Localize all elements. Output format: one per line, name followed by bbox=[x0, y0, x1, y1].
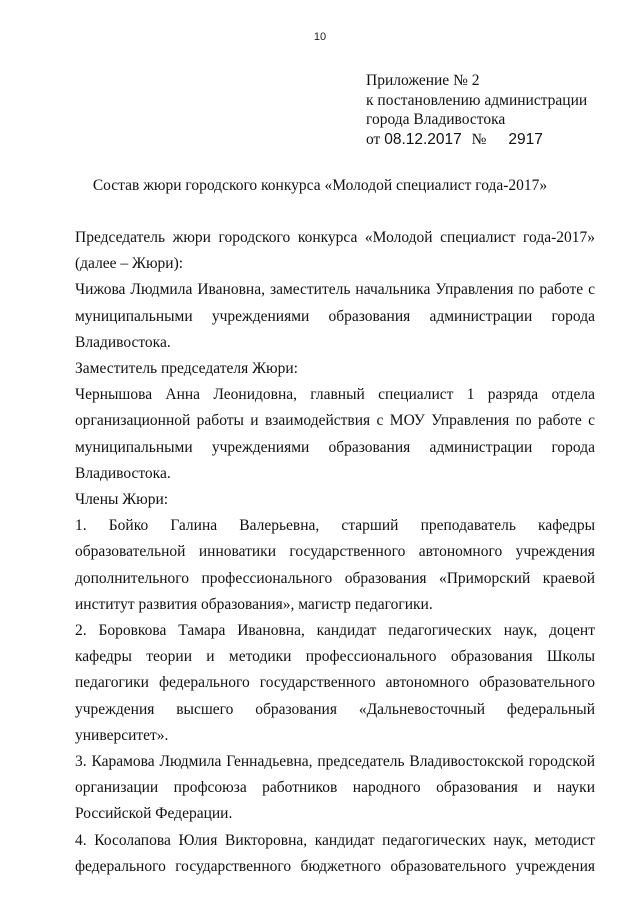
appendix-line-3: города Владивостока bbox=[366, 111, 506, 128]
paragraph-deputy: Чернышова Анна Леонидовна, главный специалист 1 разряда отдела организационной работы и взаимодействия с МОУ Управления по работе с муниципальными учреждениями образования администрации города Владивостока. bbox=[75, 386, 595, 482]
document-title: Состав жюри городского конкурса «Молодой специалист года-2017» bbox=[92, 177, 548, 194]
appendix-line-2: к постановлению администрации bbox=[366, 91, 588, 109]
appendix-line-1: Приложение № 2 bbox=[366, 72, 480, 89]
page-number: 10 bbox=[313, 31, 327, 43]
paragraph-member-3: 3. Карамова Людмила Геннадьевна, председатель Владивостокской городской организации профсоюза работников народного образования и науки Российской Федерации. bbox=[75, 753, 595, 823]
appendix-date: 08.12.2017 bbox=[384, 130, 462, 148]
appendix-date-line bbox=[366, 130, 587, 150]
appendix-from-label: от bbox=[366, 130, 381, 148]
paragraph-member-4: 4. Косолапова Юлия Викторовна, кандидат педагогических наук, методист федерального государственного бюджетного образовательного учреждения bbox=[75, 831, 595, 875]
appendix-number-sign: № bbox=[471, 130, 487, 148]
paragraph-chair-heading: Председатель жюри городского конкурса «Молодой специалист года-2017» (далее – Жюри): bbox=[75, 229, 595, 273]
paragraph-member-1: 1. Бойко Галина Валерьевна, старший преподаватель кафедры образовательной инноватики государственного автономного учреждения дополнительного профессионального образования «Приморский краевой институт развития образования», магистр педагогики. bbox=[75, 517, 595, 613]
appendix-block bbox=[366, 71, 587, 149]
paragraph-members-heading: Члены Жюри: bbox=[75, 491, 169, 509]
document-body bbox=[75, 225, 595, 880]
appendix-number: 2917 bbox=[508, 130, 543, 148]
paragraph-chair: Чижова Людмила Ивановна, заместитель начальника Управления по работе с муниципальными учреждениями образования администрации города Владивостока. bbox=[75, 281, 595, 351]
paragraph-member-2: 2. Боровкова Тамара Ивановна, кандидат педагогических наук, доцент кафедры теории и методики профессионального образования Школы педагогики федерального государственного автономного образовательного учреждения высшего образования «Дальневосточный федеральный университет». bbox=[75, 622, 595, 744]
paragraph-deputy-heading: Заместитель председателя Жюри: bbox=[75, 360, 298, 378]
